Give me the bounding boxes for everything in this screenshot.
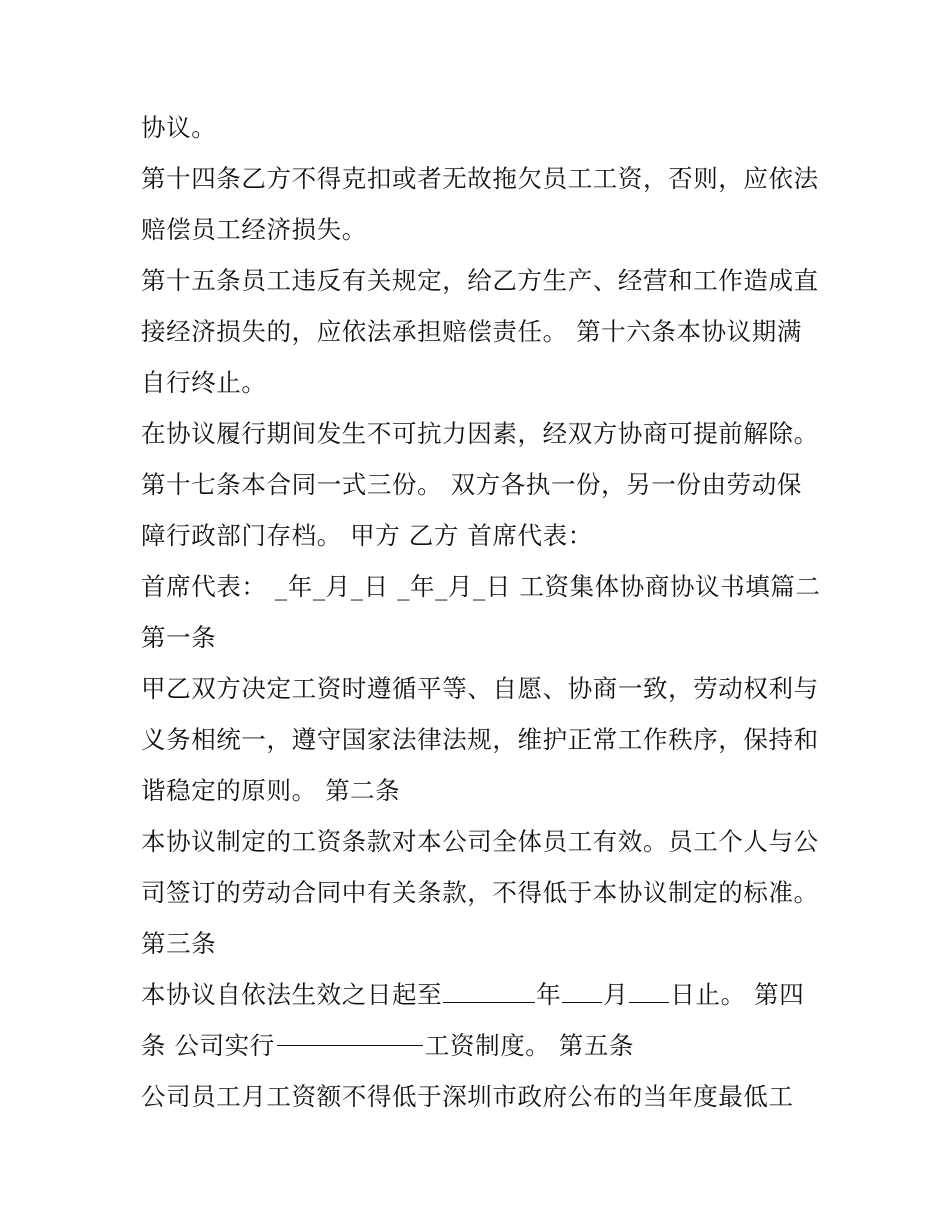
fill-in-blank-month [562, 980, 602, 1003]
text-line: 赔偿员工经济损失。 [141, 215, 367, 244]
text-line: 自行终止。 [141, 368, 267, 397]
text-line: 本协议制定的工资条款对本公司全体员工有效。员工个人与公 [141, 827, 819, 856]
text-line: 首席代表： _年_月_日 _年_月_日 工资集体协商协议书填篇二 [141, 572, 821, 601]
text-line: 谐稳定的原则。 第二条 [141, 776, 401, 805]
text-line: 第十七条本合同一式三份。 双方各执一份，另一份由劳动保 [141, 470, 802, 499]
text-line-with-rule [141, 1031, 634, 1061]
text-line: 甲乙双方决定工资时遵循平等、自愿、协商一致，劳动权利与 [141, 674, 819, 703]
text-line: 接经济损失的，应依法承担赔偿责任。 第十六条本协议期满 [141, 317, 802, 346]
text-line: 义务相统一，遵守国家法律法规，维护正常工作秩序，保持和 [141, 725, 819, 754]
text-line: 第一条 [141, 623, 217, 652]
text-segment: 工资制度。 第五条 [424, 1031, 635, 1060]
text-segment: 日止。 第四 [670, 980, 805, 1009]
text-segment: 条 公司实行 [141, 1031, 275, 1060]
fill-in-blank-year [443, 980, 535, 1003]
text-line: 公司员工月工资额不得低于深圳市政府公布的当年度最低工 [141, 1082, 794, 1111]
text-segment: 本协议自依法生效之日起至 [141, 980, 443, 1009]
text-line: 第十五条员工违反有关规定，给乙方生产、经营和工作造成直 [141, 266, 819, 295]
text-line: 司签订的劳动合同中有关条款，不得低于本协议制定的标准。 [141, 878, 819, 907]
text-line-with-blanks [141, 980, 804, 1010]
text-segment: 月 [603, 980, 629, 1009]
fill-in-blank-day [629, 980, 669, 1003]
text-line: 第三条 [141, 929, 217, 958]
text-line: 协议。 [141, 113, 217, 142]
text-line: 障行政部门存档。 甲方 乙方 首席代表： [141, 521, 593, 550]
text-line: 在协议履行期间发生不可抗力因素，经双方协商可提前解除。 [141, 419, 819, 448]
text-line: 第十四条乙方不得克扣或者无故拖欠员工工资，否则，应依法 [141, 164, 819, 193]
text-segment: 年 [536, 980, 562, 1009]
fill-in-rule [277, 1045, 423, 1046]
